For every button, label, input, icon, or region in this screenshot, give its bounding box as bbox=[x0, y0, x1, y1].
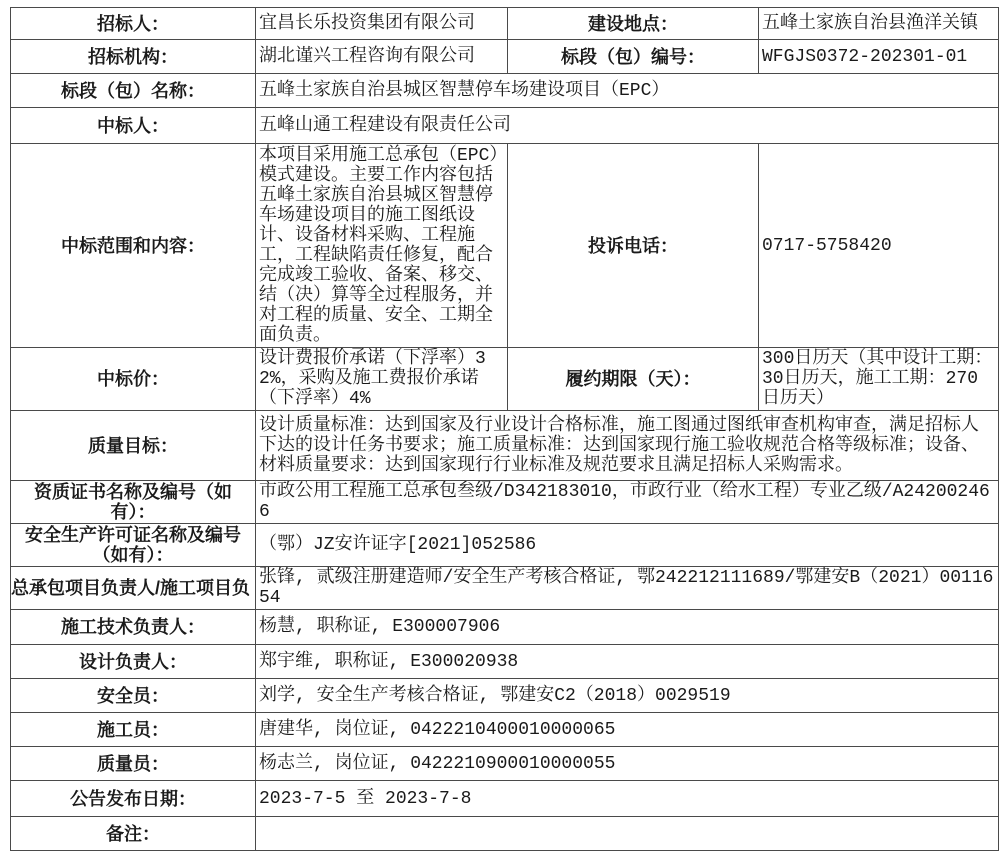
performance-period-value: 300日历天（其中设计工期：30日历天，施工工期：270日历天） bbox=[759, 348, 999, 411]
announcement-date-label: 公告发布日期： bbox=[11, 781, 256, 817]
scope-content-label: 中标范围和内容： bbox=[11, 144, 256, 348]
winning-bidder-value: 五峰山通工程建设有限责任公司 bbox=[256, 108, 999, 144]
section-number-label: 标段（包）编号： bbox=[508, 40, 759, 74]
tenderer-label: 招标人： bbox=[11, 8, 256, 40]
table-row bbox=[11, 74, 999, 108]
project-manager-value: 张锋, 贰级注册建造师/安全生产考核合格证, 鄂242212111689/鄂建安B（2021）0011654 bbox=[256, 567, 999, 610]
safety-license-label: 安全生产许可证名称及编号（如有）： bbox=[11, 524, 256, 567]
table-row bbox=[11, 411, 999, 481]
construction-officer-label: 施工员： bbox=[11, 713, 256, 747]
table-row bbox=[11, 8, 999, 40]
project-manager-label: 总承包项目负责人/施工项目负 bbox=[11, 567, 256, 610]
table-row bbox=[11, 144, 999, 348]
section-name-label: 标段（包）名称： bbox=[11, 74, 256, 108]
qualification-certificate-label: 资质证书名称及编号（如有）： bbox=[11, 481, 256, 524]
quality-target-value: 设计质量标准：达到国家及行业设计合格标准，施工图通过图纸审查机构审查，满足招标人下达的设计任务书要求；施工质量标准：达到国家现行施工验收规范合格等级标准；设备、材料质量要求：达到国家现行行业标准及规范要求且满足招标人采购需求。 bbox=[256, 411, 999, 481]
table-row bbox=[11, 645, 999, 679]
table-row bbox=[11, 108, 999, 144]
table-row bbox=[11, 817, 999, 851]
construction-site-value: 五峰土家族自治县渔洋关镇 bbox=[759, 8, 999, 40]
table-row bbox=[11, 348, 999, 411]
tenderer-value: 宜昌长乐投资集团有限公司 bbox=[256, 8, 508, 40]
table-row bbox=[11, 524, 999, 567]
complaint-phone-value: 0717-5758420 bbox=[759, 144, 999, 348]
section-number-value: WFGJS0372-202301-01 bbox=[759, 40, 999, 74]
table-row bbox=[11, 481, 999, 524]
safety-officer-label: 安全员： bbox=[11, 679, 256, 713]
announcement-date-value: 2023-7-5 至 2023-7-8 bbox=[256, 781, 999, 817]
table-row bbox=[11, 679, 999, 713]
safety-officer-value: 刘学, 安全生产考核合格证, 鄂建安C2（2018）0029519 bbox=[256, 679, 999, 713]
safety-license-value: （鄂）JZ安许证字[2021]052586 bbox=[256, 524, 999, 567]
quality-officer-value: 杨志兰, 岗位证, 0422210900010000055 bbox=[256, 747, 999, 781]
complaint-phone-label: 投诉电话： bbox=[508, 144, 759, 348]
quality-target-label: 质量目标： bbox=[11, 411, 256, 481]
tender-agency-value: 湖北谨兴工程咨询有限公司 bbox=[256, 40, 508, 74]
remarks-label: 备注： bbox=[11, 817, 256, 851]
quality-officer-label: 质量员： bbox=[11, 747, 256, 781]
table-row bbox=[11, 567, 999, 610]
table-row bbox=[11, 40, 999, 74]
winning-bidder-label: 中标人： bbox=[11, 108, 256, 144]
design-director-value: 郑宇维, 职称证, E300020938 bbox=[256, 645, 999, 679]
bid-result-table bbox=[10, 7, 999, 851]
table-row bbox=[11, 781, 999, 817]
qualification-certificate-value: 市政公用工程施工总承包叁级/D342183010，市政行业（给水工程）专业乙级/A242002466 bbox=[256, 481, 999, 524]
construction-officer-value: 唐建华, 岗位证, 0422210400010000065 bbox=[256, 713, 999, 747]
scope-content-value: 本项目采用施工总承包（EPC）模式建设。主要工作内容包括五峰土家族自治县城区智慧停车场建设项目的施工图纸设计、设备材料采购、工程施工，工程缺陷责任修复，配合完成竣工验收、备案、移交、结（决）算等全过程服务，并对工程的质量、安全、工期全面负责。 bbox=[256, 144, 508, 348]
section-name-value: 五峰土家族自治县城区智慧停车场建设项目（EPC） bbox=[256, 74, 999, 108]
winning-price-value: 设计费报价承诺（下浮率）32%，采购及施工费报价承诺（下浮率）4% bbox=[256, 348, 508, 411]
table-row bbox=[11, 747, 999, 781]
technical-director-label: 施工技术负责人： bbox=[11, 610, 256, 645]
design-director-label: 设计负责人： bbox=[11, 645, 256, 679]
tender-agency-label: 招标机构： bbox=[11, 40, 256, 74]
table-row bbox=[11, 713, 999, 747]
performance-period-label: 履约期限（天）： bbox=[508, 348, 759, 411]
construction-site-label: 建设地点： bbox=[508, 8, 759, 40]
technical-director-value: 杨慧, 职称证, E300007906 bbox=[256, 610, 999, 645]
winning-price-label: 中标价： bbox=[11, 348, 256, 411]
remarks-value bbox=[256, 817, 999, 851]
table-row bbox=[11, 610, 999, 645]
